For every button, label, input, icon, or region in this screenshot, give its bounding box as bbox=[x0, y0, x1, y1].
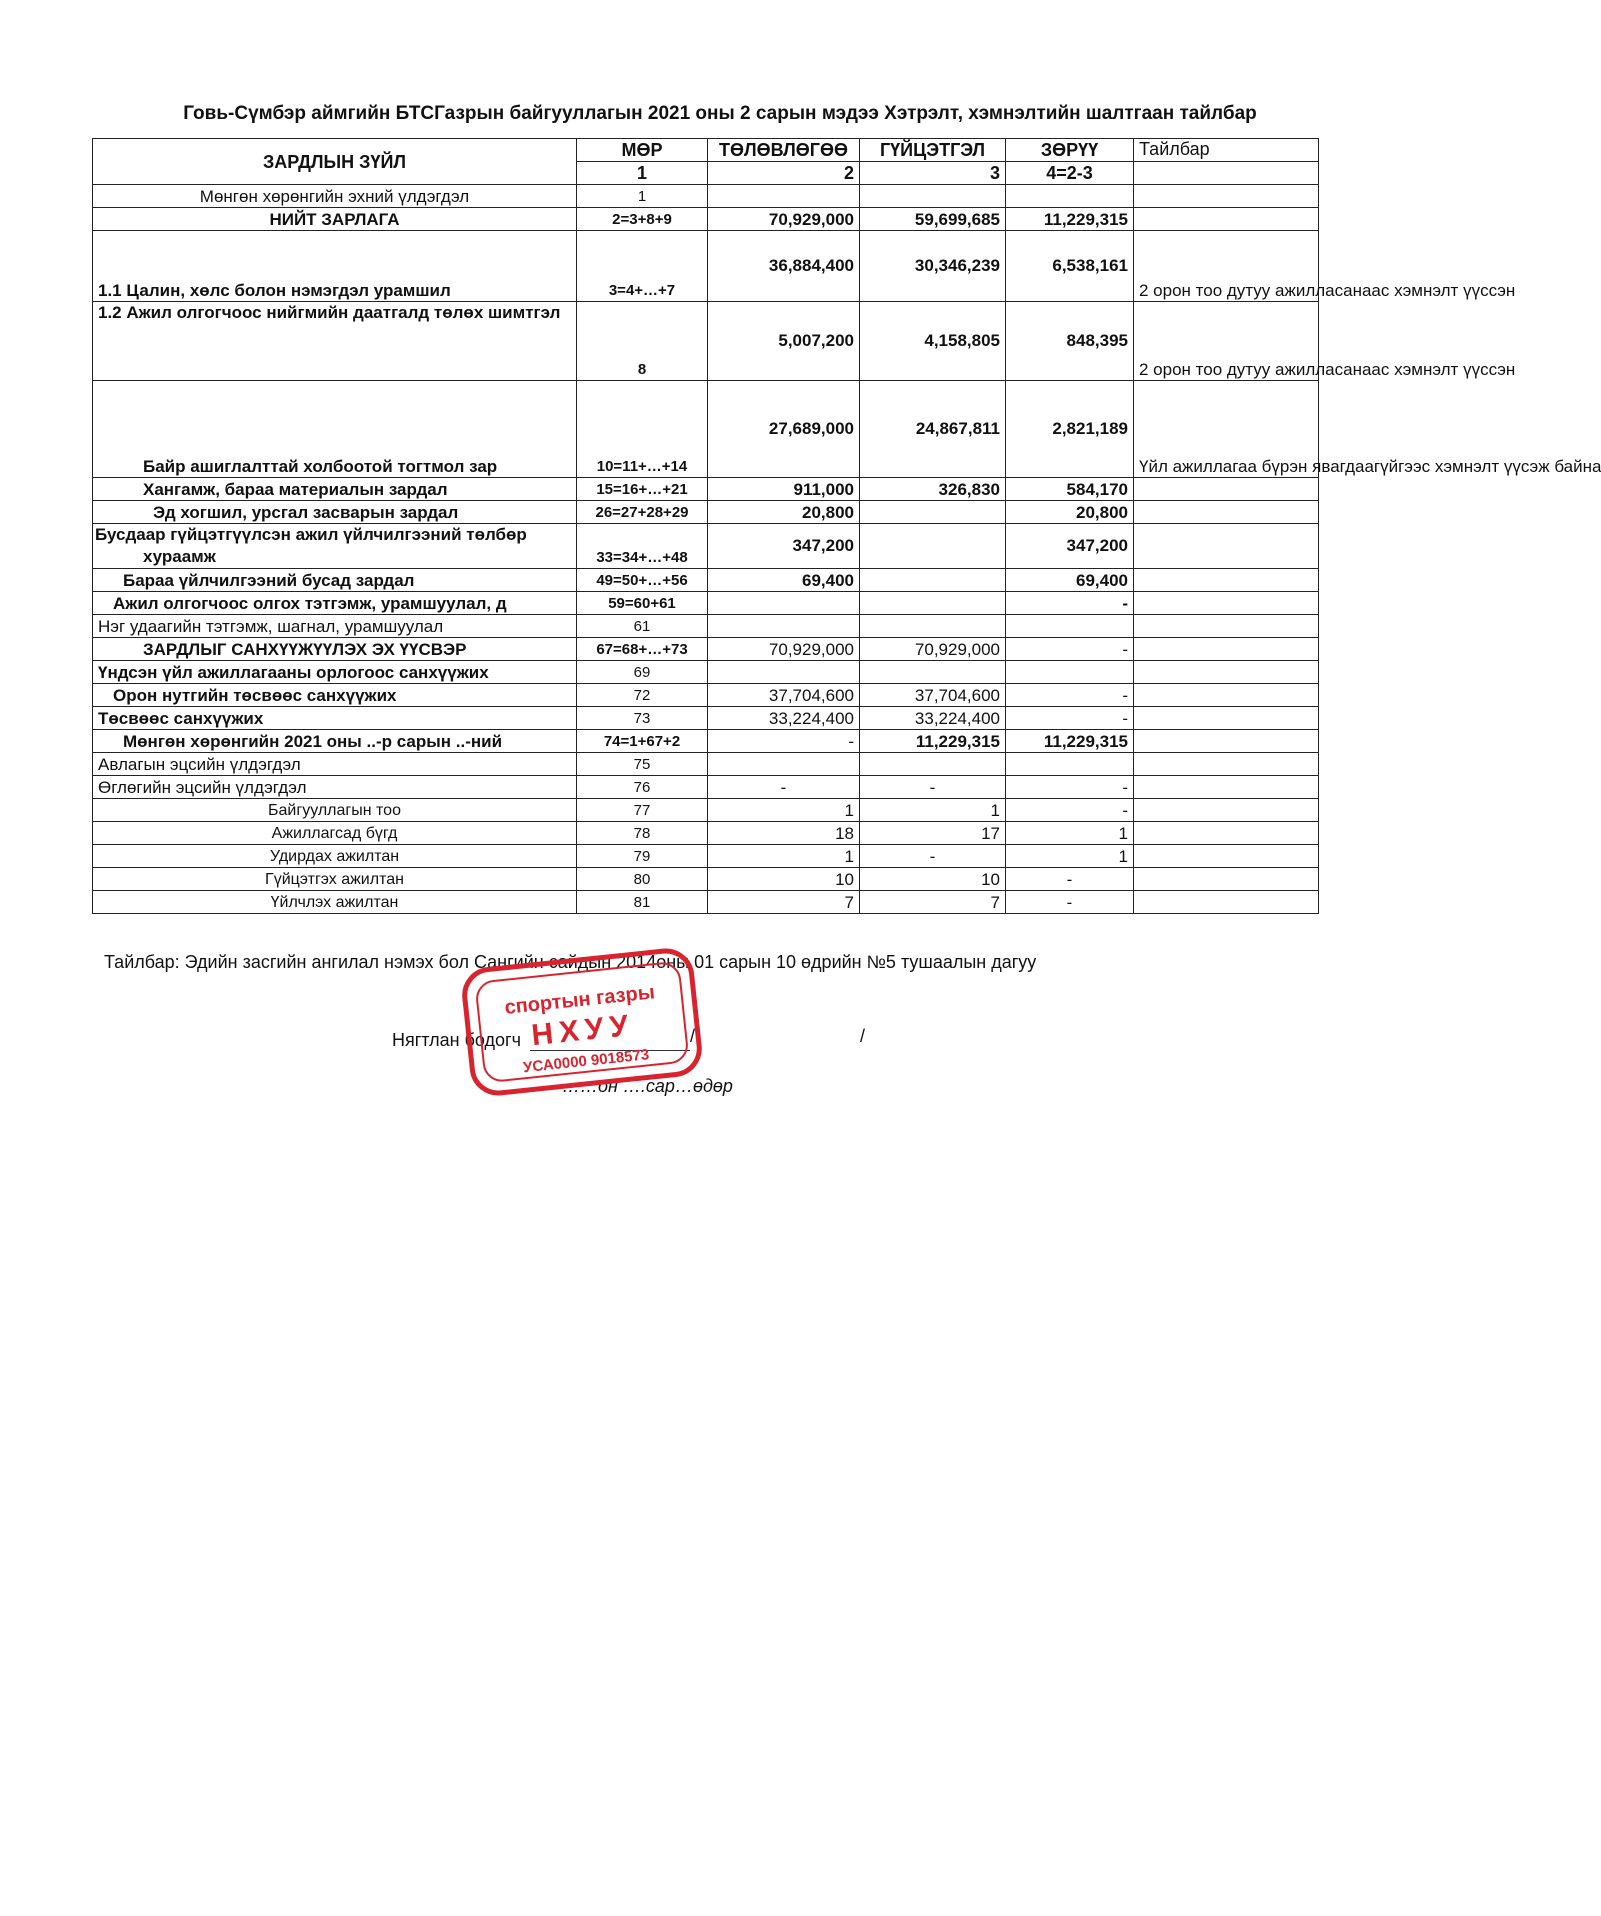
row-item: Мөнгөн хөрөнгийн 2021 оны ..-р сарын ..-ний bbox=[93, 730, 577, 753]
row-plan: 69,400 bbox=[708, 569, 860, 592]
row-note bbox=[1134, 615, 1319, 638]
table-row bbox=[93, 569, 1319, 592]
row-code: 61 bbox=[577, 615, 708, 638]
row-code: 15=16+…+21 bbox=[577, 478, 708, 501]
row-plan: 70,929,000 bbox=[708, 638, 860, 661]
row-note bbox=[1134, 730, 1319, 753]
row-diff: - bbox=[1006, 799, 1134, 822]
row-note bbox=[1134, 185, 1319, 208]
header-diff-formula: 4=2-3 bbox=[1006, 162, 1134, 185]
row-diff: - bbox=[1006, 592, 1134, 615]
header-plan: ТӨЛӨВЛӨГӨӨ bbox=[708, 139, 860, 162]
row-actual bbox=[860, 753, 1006, 776]
row-item: НИЙТ ЗАРЛАГА bbox=[93, 208, 577, 231]
row-diff: 347,200 bbox=[1006, 524, 1134, 569]
row-note bbox=[1134, 868, 1319, 891]
row-actual: 326,830 bbox=[860, 478, 1006, 501]
table-row bbox=[93, 868, 1319, 891]
table-row bbox=[93, 845, 1319, 868]
stamp-middle-text: НХУУ bbox=[529, 1008, 636, 1053]
row-actual: 4,158,805 bbox=[860, 302, 1006, 381]
row-code: 49=50+…+56 bbox=[577, 569, 708, 592]
row-note bbox=[1134, 753, 1319, 776]
table-row bbox=[93, 478, 1319, 501]
table-row bbox=[93, 592, 1319, 615]
row-plan: 1 bbox=[708, 799, 860, 822]
row-item: Ажил олгогчоос олгох тэтгэмж, урамшуулал, д bbox=[93, 592, 577, 615]
row-note bbox=[1134, 661, 1319, 684]
row-note: 2 орон тоо дутуу ажилласанаас хэмнэлт үүссэн bbox=[1134, 302, 1319, 381]
row-plan: 911,000 bbox=[708, 478, 860, 501]
table-row bbox=[93, 615, 1319, 638]
table-row bbox=[93, 661, 1319, 684]
table-row bbox=[93, 302, 1319, 381]
row-item: Бараа үйлчилгээний бусад зардал bbox=[93, 569, 577, 592]
row-code: 10=11+…+14 bbox=[577, 381, 708, 478]
row-plan: - bbox=[708, 730, 860, 753]
row-note bbox=[1134, 799, 1319, 822]
row-item: Өглөгийн эцсийн үлдэгдэл bbox=[93, 776, 577, 799]
row-actual: - bbox=[860, 845, 1006, 868]
row-diff: - bbox=[1006, 891, 1134, 914]
table-row bbox=[93, 891, 1319, 914]
row-plan: 7 bbox=[708, 891, 860, 914]
row-plan: 70,929,000 bbox=[708, 208, 860, 231]
row-code: 26=27+28+29 bbox=[577, 501, 708, 524]
row-diff: 848,395 bbox=[1006, 302, 1134, 381]
row-note bbox=[1134, 707, 1319, 730]
row-item: Төсвөөс санхүүжих bbox=[93, 707, 577, 730]
row-actual: 1 bbox=[860, 799, 1006, 822]
row-actual: - bbox=[860, 776, 1006, 799]
row-item: Үйлчлэх ажилтан bbox=[93, 891, 577, 914]
row-diff: - bbox=[1006, 707, 1134, 730]
row-item: Мөнгөн хөрөнгийн эхний үлдэгдэл bbox=[93, 185, 577, 208]
row-note bbox=[1134, 684, 1319, 707]
row-diff bbox=[1006, 753, 1134, 776]
row-item: Удирдах ажилтан bbox=[93, 845, 577, 868]
row-diff: 6,538,161 bbox=[1006, 231, 1134, 302]
row-plan: - bbox=[708, 776, 860, 799]
row-item: Бусдаар гүйцэтгүүлсэн ажил үйлчилгээний төлбөр хураамж bbox=[93, 524, 577, 569]
row-plan: 33,224,400 bbox=[708, 707, 860, 730]
stamp-top-text: спортын газры bbox=[503, 981, 656, 1019]
stamp-bottom-text: УСА0000 9018573 bbox=[522, 1046, 650, 1077]
table-row bbox=[93, 799, 1319, 822]
row-plan bbox=[708, 592, 860, 615]
row-code: 75 bbox=[577, 753, 708, 776]
header-actual-number: 3 bbox=[860, 162, 1006, 185]
table-row bbox=[93, 707, 1319, 730]
signature-label: Нягтлан бодогч bbox=[392, 1030, 521, 1050]
row-plan: 347,200 bbox=[708, 524, 860, 569]
row-item: Авлагын эцсийн үлдэгдэл bbox=[93, 753, 577, 776]
header-note-empty bbox=[1134, 162, 1319, 185]
row-plan: 5,007,200 bbox=[708, 302, 860, 381]
row-diff: 1 bbox=[1006, 822, 1134, 845]
row-plan bbox=[708, 185, 860, 208]
row-actual bbox=[860, 524, 1006, 569]
row-item: Хангамж, бараа материалын зардал bbox=[93, 478, 577, 501]
row-plan bbox=[708, 661, 860, 684]
row-actual: 33,224,400 bbox=[860, 707, 1006, 730]
table-row bbox=[93, 776, 1319, 799]
header-code: МӨР bbox=[577, 139, 708, 162]
document-title: Говь-Сүмбэр аймгийн БТСГазрын байгууллагын 2021 оны 2 сарын мэдээ Хэтрэлт, хэмнэлтийн шалтгаан тайлбар bbox=[183, 103, 1257, 124]
table-row bbox=[93, 684, 1319, 707]
row-actual bbox=[860, 185, 1006, 208]
row-plan: 1 bbox=[708, 845, 860, 868]
header-plan-number: 2 bbox=[708, 162, 860, 185]
row-diff: - bbox=[1006, 868, 1134, 891]
row-actual: 17 bbox=[860, 822, 1006, 845]
table-row bbox=[93, 381, 1319, 478]
signature-slash: / bbox=[860, 1026, 866, 1046]
row-code: 33=34+…+48 bbox=[577, 524, 708, 569]
signature-slash: / bbox=[690, 1026, 696, 1046]
row-plan: 10 bbox=[708, 868, 860, 891]
row-code: 74=1+67+2 bbox=[577, 730, 708, 753]
header-code-number: 1 bbox=[577, 162, 708, 185]
row-plan: 37,704,600 bbox=[708, 684, 860, 707]
row-code: 73 bbox=[577, 707, 708, 730]
header-note: Тайлбар bbox=[1134, 139, 1319, 162]
row-item: Байр ашиглалттай холбоотой тогтмол зар bbox=[93, 381, 577, 478]
row-note bbox=[1134, 478, 1319, 501]
row-item: ЗАРДЛЫГ САНХҮҮЖҮҮЛЭХ ЭХ ҮҮСВЭР bbox=[93, 638, 577, 661]
row-note bbox=[1134, 845, 1319, 868]
row-actual: 11,229,315 bbox=[860, 730, 1006, 753]
row-plan: 20,800 bbox=[708, 501, 860, 524]
row-actual bbox=[860, 592, 1006, 615]
row-code: 80 bbox=[577, 868, 708, 891]
row-code: 2=3+8+9 bbox=[577, 208, 708, 231]
row-item: 1.2 Ажил олгогчоос нийгмийн даатгалд төлөх шимтгэл bbox=[93, 302, 577, 381]
row-code: 8 bbox=[577, 302, 708, 381]
row-actual: 59,699,685 bbox=[860, 208, 1006, 231]
row-code: 72 bbox=[577, 684, 708, 707]
table-row bbox=[93, 185, 1319, 208]
row-code: 76 bbox=[577, 776, 708, 799]
row-note bbox=[1134, 822, 1319, 845]
row-code: 79 bbox=[577, 845, 708, 868]
row-diff: - bbox=[1006, 776, 1134, 799]
row-note bbox=[1134, 638, 1319, 661]
row-diff: - bbox=[1006, 638, 1134, 661]
table-row bbox=[93, 730, 1319, 753]
row-item: Нэг удаагийн тэтгэмж, шагнал, урамшуулал bbox=[93, 615, 577, 638]
row-diff bbox=[1006, 615, 1134, 638]
row-plan bbox=[708, 615, 860, 638]
row-plan: 18 bbox=[708, 822, 860, 845]
row-code: 67=68+…+73 bbox=[577, 638, 708, 661]
row-actual: 10 bbox=[860, 868, 1006, 891]
footnote: Тайлбар: Эдийн засгийн ангилал нэмэх бол Сангийн сайдын 2014оны 01 сарын 10 өдрийн №5 тушаалын дагуу bbox=[104, 952, 1037, 972]
row-note bbox=[1134, 592, 1319, 615]
row-actual bbox=[860, 615, 1006, 638]
row-note: 2 орон тоо дутуу ажилласанаас хэмнэлт үүссэн bbox=[1134, 231, 1319, 302]
row-note bbox=[1134, 891, 1319, 914]
table-row bbox=[93, 524, 1319, 569]
row-diff: 1 bbox=[1006, 845, 1134, 868]
table-row bbox=[93, 753, 1319, 776]
row-note: Үйл ажиллагаа бүрэн явагдаагүйгээс хэмнэлт үүсэж байна bbox=[1134, 381, 1319, 478]
row-plan: 36,884,400 bbox=[708, 231, 860, 302]
row-note bbox=[1134, 524, 1319, 569]
row-actual: 70,929,000 bbox=[860, 638, 1006, 661]
row-diff: - bbox=[1006, 684, 1134, 707]
row-item: Орон нутгийн төсвөөс санхүүжих bbox=[93, 684, 577, 707]
row-diff: 69,400 bbox=[1006, 569, 1134, 592]
row-note bbox=[1134, 569, 1319, 592]
row-plan: 27,689,000 bbox=[708, 381, 860, 478]
row-code: 1 bbox=[577, 185, 708, 208]
row-item: Үндсэн үйл ажиллагааны орлогоос санхүүжих bbox=[93, 661, 577, 684]
row-actual: 30,346,239 bbox=[860, 231, 1006, 302]
header-actual: ГҮЙЦЭТГЭЛ bbox=[860, 139, 1006, 162]
row-diff bbox=[1006, 661, 1134, 684]
row-item: Гүйцэтгэх ажилтан bbox=[93, 868, 577, 891]
row-actual: 7 bbox=[860, 891, 1006, 914]
table-row bbox=[93, 231, 1319, 302]
table-row bbox=[93, 638, 1319, 661]
row-item: Байгууллагын тоо bbox=[93, 799, 577, 822]
row-item: Ажиллагсад бүгд bbox=[93, 822, 577, 845]
table-header-row bbox=[93, 139, 1319, 162]
report-table bbox=[92, 138, 1601, 914]
row-note bbox=[1134, 501, 1319, 524]
table-row bbox=[93, 208, 1319, 231]
row-plan bbox=[708, 753, 860, 776]
row-code: 59=60+61 bbox=[577, 592, 708, 615]
official-stamp bbox=[458, 948, 706, 1096]
row-actual: 37,704,600 bbox=[860, 684, 1006, 707]
row-diff bbox=[1006, 185, 1134, 208]
row-diff: 11,229,315 bbox=[1006, 730, 1134, 753]
row-actual bbox=[860, 569, 1006, 592]
row-diff: 584,170 bbox=[1006, 478, 1134, 501]
row-note bbox=[1134, 208, 1319, 231]
row-diff: 2,821,189 bbox=[1006, 381, 1134, 478]
row-actual bbox=[860, 661, 1006, 684]
row-item: Эд хогшил, урсгал засварын зардал bbox=[93, 501, 577, 524]
row-code: 3=4+…+7 bbox=[577, 231, 708, 302]
row-code: 81 bbox=[577, 891, 708, 914]
row-diff: 11,229,315 bbox=[1006, 208, 1134, 231]
table-row bbox=[93, 822, 1319, 845]
row-code: 78 bbox=[577, 822, 708, 845]
row-code: 69 bbox=[577, 661, 708, 684]
row-note bbox=[1134, 776, 1319, 799]
table-row bbox=[93, 501, 1319, 524]
header-item: ЗАРДЛЫН ЗҮЙЛ bbox=[93, 139, 577, 185]
header-diff: ЗӨРҮҮ bbox=[1006, 139, 1134, 162]
row-code: 77 bbox=[577, 799, 708, 822]
row-diff: 20,800 bbox=[1006, 501, 1134, 524]
row-actual bbox=[860, 501, 1006, 524]
row-item: 1.1 Цалин, хөлс болон нэмэгдэл урамшил bbox=[93, 231, 577, 302]
row-actual: 24,867,811 bbox=[860, 381, 1006, 478]
date-line: ……он ….сар…өдөр bbox=[562, 1076, 733, 1096]
